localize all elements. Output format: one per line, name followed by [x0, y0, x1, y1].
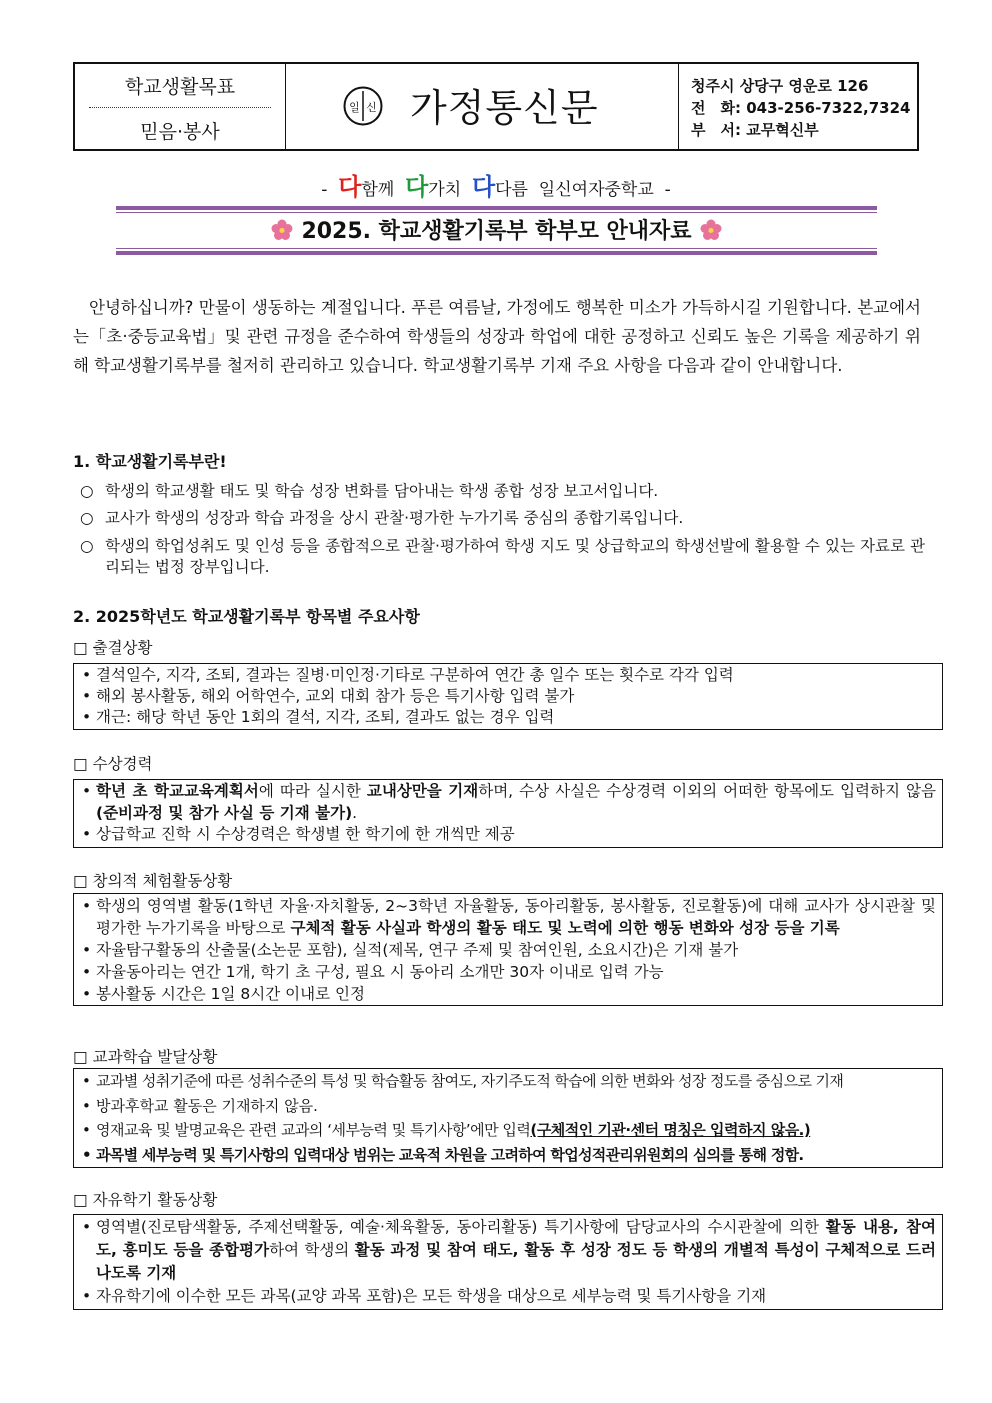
contact-cell: [679, 64, 917, 149]
circle-marker: ○: [80, 509, 94, 527]
list-item: • 교과별 성취기준에 따른 성취수준의 특성 및 학습활동 참여도, 자기주도적 학습에 의한 변화와 성장 정도를 중심으로 기재: [82, 1069, 936, 1094]
subjects-title: 교과학습 발달상황: [92, 1048, 218, 1066]
subjects-box: [73, 1068, 943, 1168]
list-item: [82, 781, 936, 824]
free-semester-text: 영역별(진로탐색활동, 주제선택활동, 예술·체육활동, 동아리활동) 특기사항에 담당교사의 수시관찰에 의한: [96, 1218, 826, 1236]
creative-text: 학생의 영역별 활동(1학년 자율·자치활동, 2~3학년 자율활동, 동아리활동, 봉사활동, 진로활동)에 대해 교사가 상시관찰 및 평가한 누가기록을 바탕으로: [96, 897, 936, 937]
awards-plan: 학년 초 학교교육계획서: [96, 782, 259, 800]
subjects-gifted-text: 영재교육 및 발명교육은 관련 교과의 ‘세부능력 및 특기사항’에만 입력: [96, 1121, 531, 1139]
subjects-heading: [73, 1045, 217, 1067]
school-logo-icon: [343, 86, 383, 126]
list-item: • 과목별 세부능력 및 특기사항의 입력대상 범위는 교육적 차원을 고려하여 학업성적관리위원회의 심의를 통해 정함.: [82, 1143, 936, 1168]
awards-period: .: [352, 803, 358, 822]
list-item: • 자유학기에 이수한 모든 과목(교양 과목 포함)은 모든 학생을 대상으로 세부능력 및 특기사항을 기재: [82, 1285, 936, 1308]
list-item: • 자율탐구활동의 산출물(소논문 포함), 실적(제목, 연구 주제 및 참여인원, 소요시간)은 기재 불가: [82, 939, 936, 961]
list-item: • 결석일수, 지각, 조퇴, 결과는 질병·미인정·기타로 구분하여 연간 총 일수 또는 횟수로 각각 입력: [82, 665, 936, 686]
free-semester-heading: [73, 1188, 217, 1210]
school-name: 일신여자중학교: [538, 180, 654, 200]
list-item: • 상급학교 진학 시 수상경력은 학생별 한 학기에 한 개씩만 제공: [82, 824, 936, 846]
section-1-item: [80, 536, 925, 578]
free-semester-box: [73, 1214, 943, 1310]
list-item: [82, 895, 936, 939]
motto-label: 학교생활목표: [124, 76, 236, 98]
attendance-box: [73, 663, 943, 730]
awards-box: [73, 779, 943, 848]
awards-text: 에 따라 실시한: [258, 782, 367, 800]
subjects-gifted-note: (구체적인 기관·센터 명칭은 입력하지 않음.): [530, 1121, 811, 1139]
checkbox-marker: □: [73, 872, 88, 890]
title-band-top: [116, 206, 877, 210]
flower-icon: [700, 219, 722, 241]
motto-cell: [75, 64, 286, 149]
free-semester-bold-text: 활동 내용, 참여도, 흥미도 등을 종합평가: [96, 1218, 936, 1259]
list-item: • 봉사활동 시간은 1일 8시간 이내로 인정: [82, 983, 936, 1005]
circle-marker: ○: [80, 537, 94, 555]
creative-title: 창의적 체험활동상황: [92, 872, 233, 890]
slogan-word-3: 다름: [495, 180, 528, 200]
free-semester-text: 하여 학생의: [269, 1241, 355, 1259]
checkbox-marker: □: [73, 755, 88, 773]
list-item: [82, 1118, 936, 1143]
awards-no-participation: (준비과정 및 참가 사실 등 기재 불가): [96, 803, 353, 822]
title-cell: [286, 64, 679, 149]
flower-icon: [271, 219, 293, 241]
section-1-item: [80, 481, 925, 502]
slogan: [0, 167, 992, 202]
slogan-da-3: 다: [471, 173, 496, 201]
section-2-title: 2. 2025학년도 학교생활기록부 항목별 주요사항: [73, 607, 420, 626]
awards-only-inschool: 교내상만을 기재: [366, 782, 479, 800]
awards-heading: [73, 752, 153, 774]
newsletter-title: 가정통신문: [410, 86, 599, 130]
creative-bold-text: 구체적 활동 사실과 학생의 활동 태도 및 노력에 의한 행동 변화와 성장 등을 기록: [290, 919, 840, 937]
phone-label: 전 화:: [691, 99, 741, 117]
list-item: [82, 1216, 936, 1285]
list-item: • 자율동아리는 연간 1개, 학기 초 구성, 필요 시 동아리 소개만 30자 이내로 입력 가능: [82, 961, 936, 983]
section-1-title: 1. 학교생활기록부란!: [73, 452, 227, 471]
phone: 043-256-7322,7324: [746, 99, 911, 117]
awards-text: 하며, 수상 사실은 수상경력 이외의 어떠한 항목에도 입력하지 않음: [478, 782, 936, 800]
circle-marker: ○: [80, 482, 94, 500]
section-1-item-text: 교사가 학생의 성장과 학습 과정을 상시 관찰·평가한 누가기록 중심의 종합기록입니다.: [105, 509, 684, 527]
checkbox-marker: □: [73, 1191, 88, 1209]
attendance-heading: [73, 636, 153, 658]
slogan-word-2: 가치: [428, 180, 462, 200]
header-table: [73, 62, 919, 151]
checkbox-marker: □: [73, 639, 88, 657]
title-band-top-thin: [116, 212, 877, 213]
list-item: • 해외 봉사활동, 해외 어학연수, 교외 대회 참가 등은 특기사항 입력 불가: [82, 686, 936, 707]
attendance-title: 출결상황: [92, 639, 153, 657]
slogan-dash-right: -: [664, 180, 671, 200]
dept-line: [691, 119, 819, 140]
section-1-item: [80, 508, 925, 529]
list-item: • 방과후학교 활동은 기재하지 않음.: [82, 1094, 936, 1119]
dept: 교무혁신부: [746, 121, 819, 139]
free-semester-title: 자유학기 활동상황: [92, 1191, 218, 1209]
creative-box: [73, 893, 943, 1006]
motto: 믿음·봉사: [140, 121, 220, 143]
intro-paragraph: [73, 293, 921, 380]
list-item: • 개근: 해당 학년 동안 1회의 결석, 지각, 조퇴, 결과도 없는 경우 입력: [82, 707, 936, 728]
section-1-item-text: 학생의 학업성취도 및 인성 등을 종합적으로 관찰·평가하여 학생 지도 및 상급학교의 학생선발에 활용할 수 있는 자료로 관리되는 법정 장부입니다.: [105, 537, 925, 576]
title-band-bottom: [116, 251, 877, 255]
slogan-da-1: 다: [338, 173, 362, 201]
slogan-word-1: 함께: [361, 180, 395, 200]
intro-text: 안녕하십니까? 만물이 생동하는 계절입니다. 푸른 여름날, 가정에도 행복한 미소가 가득하시길 기원합니다. 본교에서는「초·중등교육법」및 관련 규정을 준수하여 학생들의 성장과 학업에 대한 공정하고 신뢰도 높은 기록을 제공하기 위해 학교생활기록부를 철저히 관리하고 있습니다. 학교생활기록부 기재 주요 사항을 다음과 같이 안내합니다.: [73, 298, 921, 375]
creative-heading: [73, 869, 232, 891]
address: 청주시 상당구 영운로 126: [691, 77, 869, 95]
svg-text:일: 일: [349, 101, 360, 114]
dept-label: 부 서:: [691, 121, 741, 139]
title-band-bottom-thin: [116, 248, 877, 249]
document-title: 2025. 학교생활기록부 학부모 안내자료: [301, 219, 692, 244]
slogan-da-2: 다: [405, 173, 429, 201]
checkbox-marker: □: [73, 1048, 88, 1066]
document-title-row: [116, 214, 877, 245]
section-1-item-text: 학생의 학교생활 태도 및 학습 성장 변화를 담아내는 학생 종합 성장 보고서입니다.: [105, 482, 659, 500]
svg-text:신: 신: [366, 101, 377, 114]
free-semester-bold-text: 활동 과정 및 참여 태도, 활동 후 성장 정도 등 학생의 개별적 특성이 구체적으로 드러나도록 기재: [96, 1241, 936, 1282]
phone-line: [691, 97, 911, 118]
awards-title: 수상경력: [92, 755, 153, 773]
slogan-dash-left: -: [321, 180, 328, 200]
